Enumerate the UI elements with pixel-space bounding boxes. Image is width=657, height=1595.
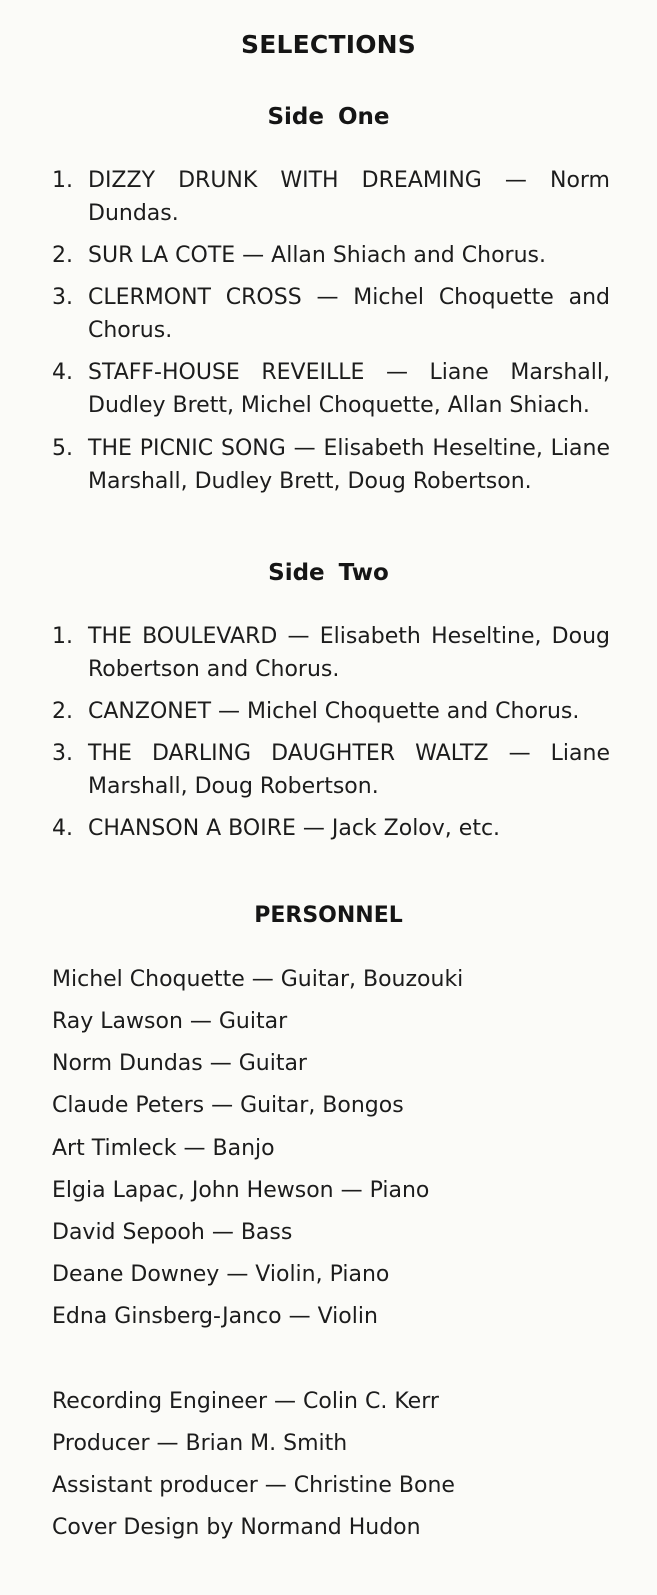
track-text: CLERMONT CROSS — Michel Choquette and Chorus. (88, 285, 610, 343)
credit-line: Cover Design by Normand Hudon (52, 1515, 421, 1540)
track-number: 5. (52, 436, 73, 461)
side-two-track-2 (52, 695, 610, 728)
side-two-track-4 (52, 812, 610, 845)
musician-line: Claude Peters — Guitar, Bongos (52, 1093, 404, 1118)
track-text: THE PICNIC SONG — Elisabeth Heseltine, Liane Marshall, Dudley Brett, Doug Robertson. (88, 436, 610, 494)
musician-line: Michel Choquette — Guitar, Bouzouki (52, 967, 464, 992)
track-number: 2. (52, 243, 73, 268)
track-number: 3. (52, 285, 73, 310)
track-number: 4. (52, 360, 73, 385)
musician-line: Art Timleck — Banjo (52, 1136, 275, 1161)
track-number: 1. (52, 168, 73, 193)
side-one-track-3 (52, 281, 610, 347)
musician-line: Edna Ginsberg-Janco — Violin (52, 1304, 378, 1329)
track-text: THE BOULEVARD — Elisabeth Heseltine, Doug Robertson and Chorus. (88, 624, 610, 682)
credit-line: Recording Engineer — Colin C. Kerr (52, 1389, 439, 1414)
track-text: DIZZY DRUNK WITH DREAMING — Norm Dundas. (88, 168, 610, 226)
track-text: SUR LA COTE — Allan Shiach and Chorus. (88, 243, 546, 268)
side-two-track-3 (52, 737, 610, 803)
track-text: THE DARLING DAUGHTER WALTZ — Liane Marshall, Doug Robertson. (88, 741, 610, 799)
credit-line: Producer — Brian M. Smith (52, 1431, 348, 1456)
track-text: CANZONET — Michel Choquette and Chorus. (88, 699, 580, 724)
track-number: 2. (52, 699, 73, 724)
musician-line: David Sepooh — Bass (52, 1220, 293, 1245)
side-one-track-5 (52, 432, 610, 498)
side-one-track-1 (52, 164, 610, 230)
personnel-heading: PERSONNEL (254, 903, 403, 928)
musician-line: Norm Dundas — Guitar (52, 1051, 307, 1076)
side-two-track-1 (52, 620, 610, 686)
musician-line: Ray Lawson — Guitar (52, 1009, 288, 1034)
track-number: 4. (52, 816, 73, 841)
selections-title: SELECTIONS (241, 30, 416, 59)
musician-line: Deane Downey — Violin, Piano (52, 1262, 390, 1287)
credit-line: Assistant producer — Christine Bone (52, 1473, 455, 1498)
track-text: STAFF-HOUSE REVEILLE — Liane Marshall, Dudley Brett, Michel Choquette, Allan Shiach. (88, 360, 610, 418)
side-one-track-2 (52, 239, 610, 272)
side-one-track-4 (52, 356, 610, 422)
musician-line: Elgia Lapac, John Hewson — Piano (52, 1178, 430, 1203)
track-text: CHANSON A BOIRE — Jack Zolov, etc. (88, 816, 501, 841)
track-number: 1. (52, 624, 73, 649)
side-one-heading: Side One (267, 104, 390, 130)
side-two-heading: Side Two (268, 560, 389, 586)
track-number: 3. (52, 741, 73, 766)
